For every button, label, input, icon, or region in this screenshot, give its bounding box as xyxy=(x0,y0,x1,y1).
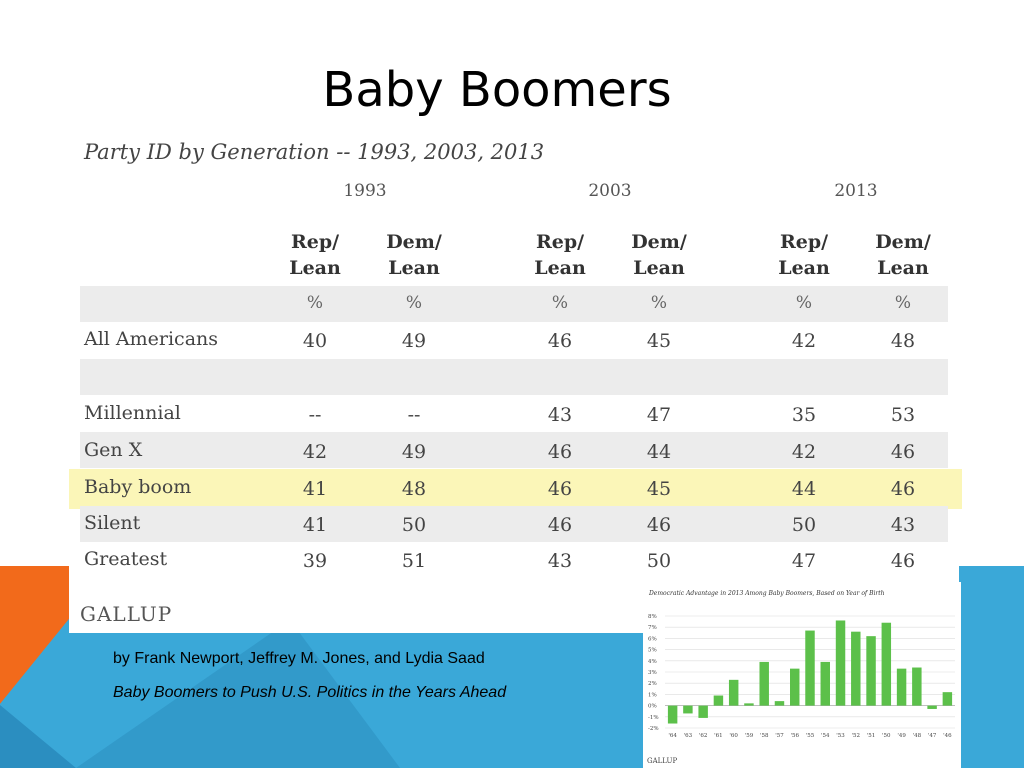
x-tick-label: '51 xyxy=(866,733,876,739)
unit-pct: % xyxy=(894,293,912,313)
y-tick-label: 4% xyxy=(648,658,657,665)
y-tick-label: 7% xyxy=(648,625,657,632)
article-title: Baby Boomers to Push U.S. Politics in the Years Ahead xyxy=(113,684,507,701)
cell-gen-x-4: 42 xyxy=(791,441,817,463)
x-tick-label: '57 xyxy=(775,733,784,739)
y-tick-label: 1% xyxy=(648,692,657,699)
y-tick-label: 5% xyxy=(648,647,657,654)
x-tick-label: '49 xyxy=(897,733,906,739)
cell-millennial-4: 35 xyxy=(791,404,817,426)
bar-3 xyxy=(714,696,723,706)
cell-silent-0: 41 xyxy=(302,514,328,536)
bar-2 xyxy=(698,706,707,718)
y-tick-label: -1% xyxy=(648,714,659,721)
col-header-dem-2013: Dem/ Lean xyxy=(875,231,931,279)
x-tick-label: '47 xyxy=(927,733,937,739)
cell-greatest-3: 50 xyxy=(646,550,672,572)
bar-16 xyxy=(912,668,921,706)
cell-millennial-5: 53 xyxy=(890,404,916,426)
cell-gen-x-3: 44 xyxy=(646,441,672,463)
cell-baby-boom-3: 45 xyxy=(646,478,672,500)
bar-5 xyxy=(744,703,753,705)
cell-silent-2: 46 xyxy=(547,514,573,536)
cell-millennial-0: -- xyxy=(308,404,322,426)
bar-6 xyxy=(759,662,768,706)
x-tick-label: '56 xyxy=(790,733,799,739)
cell-greatest-5: 46 xyxy=(890,550,916,572)
cell-gen-x-2: 46 xyxy=(547,441,573,463)
cell-baby-boom-2: 46 xyxy=(547,478,573,500)
cell-greatest-0: 39 xyxy=(302,550,328,572)
bar-10 xyxy=(821,662,830,706)
bar-17 xyxy=(927,706,936,709)
y-tick-label: 8% xyxy=(648,614,657,620)
bar-9 xyxy=(805,631,814,706)
col-header-rep-2013: Rep/ Lean xyxy=(778,231,830,279)
chart-title: Democratic Advantage in 2013 Among Baby Boomers, Based on Year of Birth xyxy=(649,590,885,597)
cell-greatest-1: 51 xyxy=(401,550,427,572)
unit-pct: % xyxy=(551,293,569,313)
cell-all-americans-3: 45 xyxy=(646,330,672,352)
bar-chart xyxy=(643,582,961,754)
cell-all-americans-4: 42 xyxy=(791,330,817,352)
year-2013: 2013 xyxy=(834,181,878,201)
bar-8 xyxy=(790,669,799,706)
authors-credit: by Frank Newport, Jeffrey M. Jones, and Lydia Saad xyxy=(113,650,485,667)
bar-chart-panel xyxy=(643,582,961,768)
x-tick-label: '54 xyxy=(821,733,830,739)
unit-pct: % xyxy=(405,293,423,313)
col-header-dem-2003: Dem/ Lean xyxy=(631,231,687,279)
cell-millennial-2: 43 xyxy=(547,404,573,426)
cell-millennial-3: 47 xyxy=(646,404,672,426)
cell-gen-x-5: 46 xyxy=(890,441,916,463)
unit-pct: % xyxy=(306,293,324,313)
x-tick-label: '63 xyxy=(683,733,693,739)
gallup-logo: GALLUP xyxy=(80,602,173,626)
bar-11 xyxy=(836,620,845,705)
cell-silent-5: 43 xyxy=(890,514,916,536)
x-tick-label: '58 xyxy=(759,733,769,739)
row-label-gen-x: Gen X xyxy=(84,439,143,461)
bar-18 xyxy=(943,692,952,705)
chart-gallup-logo: GALLUP xyxy=(647,757,678,765)
bar-1 xyxy=(683,706,692,714)
cell-baby-boom-1: 48 xyxy=(401,478,427,500)
x-tick-label: '48 xyxy=(912,733,922,739)
cell-silent-4: 50 xyxy=(791,514,817,536)
y-tick-label: 6% xyxy=(648,636,657,643)
unit-pct: % xyxy=(650,293,668,313)
cell-silent-1: 50 xyxy=(401,514,427,536)
cell-all-americans-0: 40 xyxy=(302,330,328,352)
cell-all-americans-2: 46 xyxy=(547,330,573,352)
x-tick-label: '64 xyxy=(668,733,677,739)
x-tick-label: '60 xyxy=(729,733,738,739)
table-title: Party ID by Generation -- 1993, 2003, 2013 xyxy=(84,140,545,164)
y-tick-label: 0% xyxy=(648,703,657,710)
row-label-baby-boom: Baby boom xyxy=(84,476,192,498)
cell-baby-boom-5: 46 xyxy=(890,478,916,500)
spacer-row-band xyxy=(80,359,948,395)
x-tick-label: '55 xyxy=(805,733,815,739)
row-label-all-americans: All Americans xyxy=(84,328,219,350)
slide-title: Baby Boomers xyxy=(322,62,672,118)
bar-14 xyxy=(882,623,891,706)
cell-gen-x-1: 49 xyxy=(401,441,427,463)
cell-greatest-4: 47 xyxy=(791,550,817,572)
x-tick-label: '61 xyxy=(714,733,723,739)
bar-4 xyxy=(729,680,738,706)
year-2003: 2003 xyxy=(588,181,632,201)
col-header-rep-1993: Rep/ Lean xyxy=(289,231,341,279)
bar-13 xyxy=(866,636,875,705)
row-label-greatest: Greatest xyxy=(84,548,168,570)
x-tick-label: '53 xyxy=(836,733,845,739)
year-1993: 1993 xyxy=(343,181,387,201)
x-tick-label: '50 xyxy=(882,733,891,739)
row-label-millennial: Millennial xyxy=(84,402,181,424)
cell-baby-boom-4: 44 xyxy=(791,478,817,500)
cell-all-americans-1: 49 xyxy=(401,330,427,352)
bar-12 xyxy=(851,632,860,706)
x-tick-label: '52 xyxy=(851,733,861,739)
x-tick-label: '62 xyxy=(698,733,708,739)
y-tick-label: 3% xyxy=(648,670,657,676)
cell-all-americans-5: 48 xyxy=(890,330,916,352)
cell-millennial-1: -- xyxy=(407,404,421,426)
bar-0 xyxy=(668,706,677,724)
x-tick-label: '46 xyxy=(943,733,952,739)
table-panel xyxy=(69,128,959,633)
bar-7 xyxy=(775,701,784,705)
bar-15 xyxy=(897,669,906,706)
cell-greatest-2: 43 xyxy=(547,550,573,572)
y-tick-label: 2% xyxy=(648,681,657,688)
highlight-extension xyxy=(959,469,962,509)
col-header-dem-1993: Dem/ Lean xyxy=(386,231,442,279)
cell-gen-x-0: 42 xyxy=(302,441,328,463)
col-header-rep-2003: Rep/ Lean xyxy=(534,231,586,279)
row-label-silent: Silent xyxy=(84,512,141,534)
cell-baby-boom-0: 41 xyxy=(302,478,328,500)
y-tick-label: -2% xyxy=(648,726,659,732)
x-tick-label: '59 xyxy=(744,733,754,739)
cell-silent-3: 46 xyxy=(646,514,672,536)
unit-pct: % xyxy=(795,293,813,313)
